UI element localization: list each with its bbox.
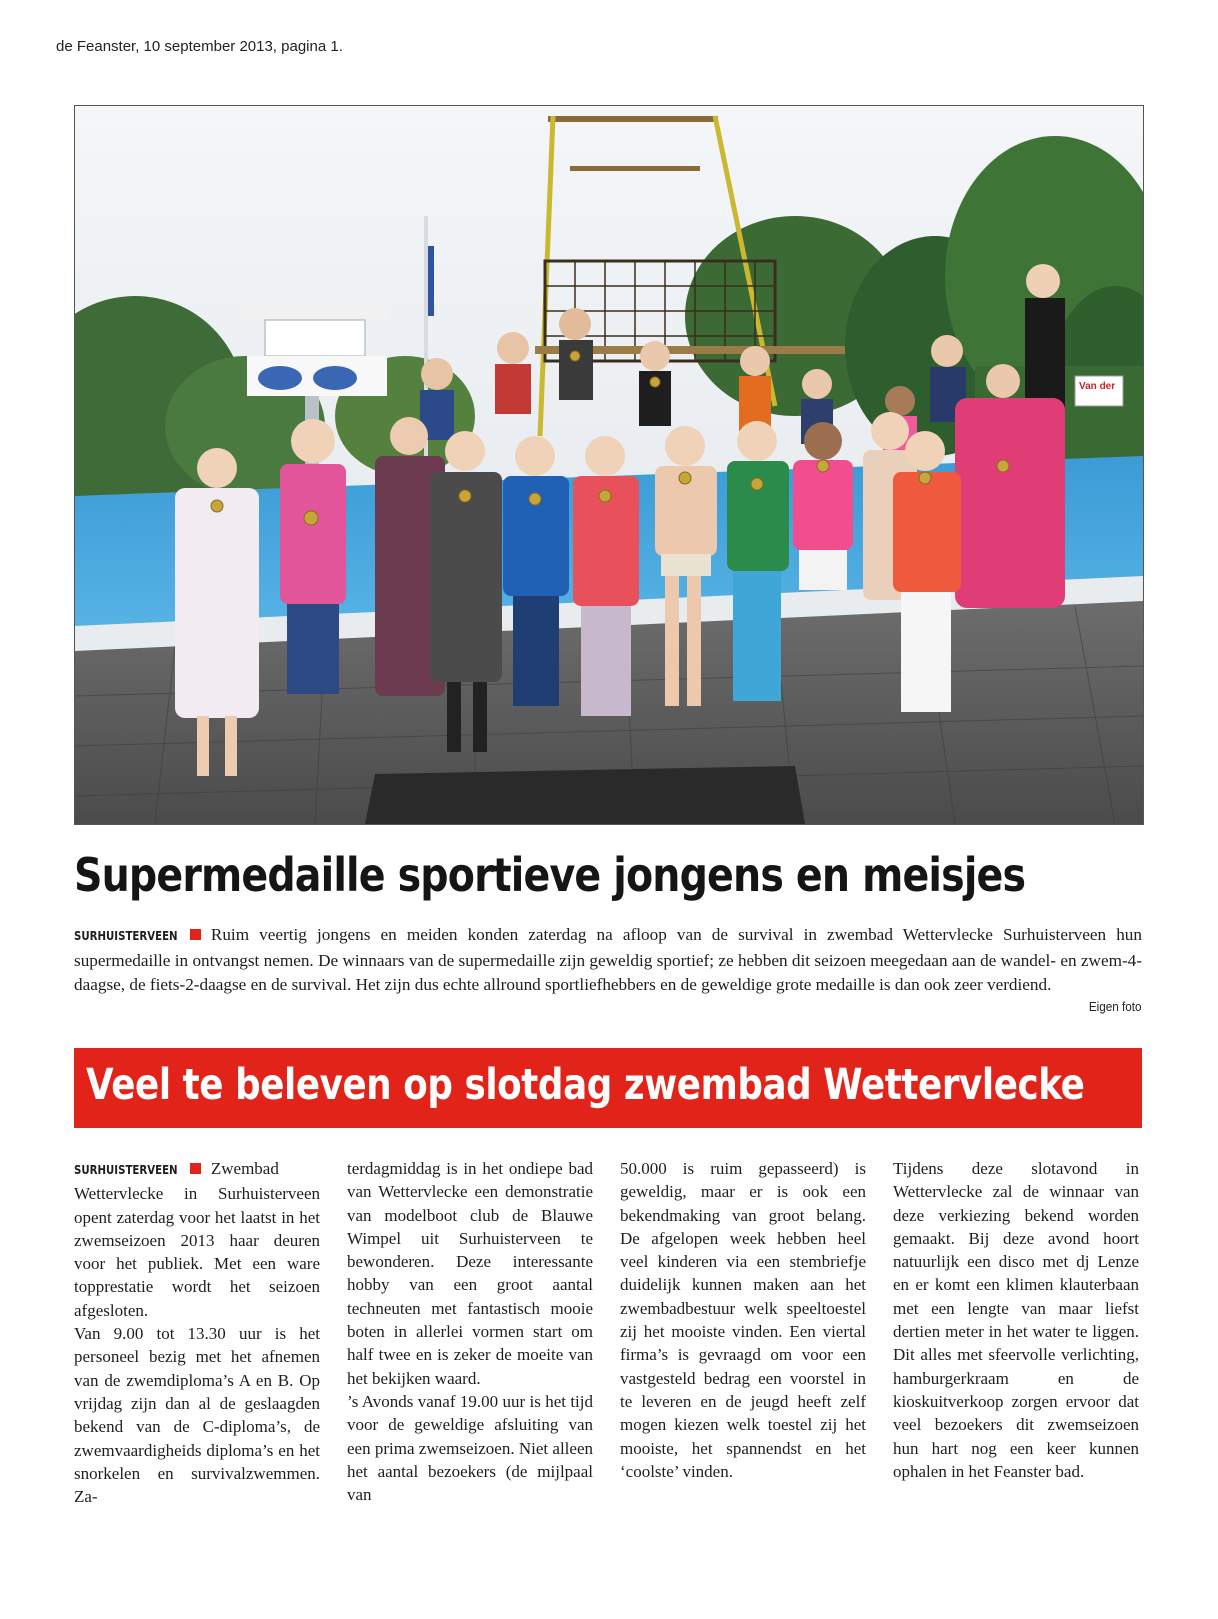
paragraph: 50.000 is ruim gepasseerd) is geweldig, maar er is ook een bekendmaking van groot belang. De afgelopen week hebben heel veel kinderen via een stembriefje duidelijk kunnen maken aan het zwembadbestuur welk speeltoestel zij het mooiste vinden. Een viertal firma’s is gevraagd om voor een vastgesteld bedrag een voorstel in te leveren en de jeugd heeft zelf mogen kiezen welk toestel zij het mooiste, het spannendst en het ‘coolste’ vinden.: [620, 1159, 866, 1481]
group-photo: [74, 105, 1144, 825]
caption-text: Ruim veertig jongens en meiden konden zaterdag na afloop van de survival in zwembad Wettervlecke Surhuisterveen hun supermedaille in ontvangst nemen. De winnaars van de supermedaille zijn geweldig sportief; ze hebben dit seizoen meegedaan aan de wandel- en zwem-4-daagse, de fiets-2-daagse en de survival. Het zijn dus echte allround sportliefhebbers en de geweldige grote medaille is dan ook zeer verdiend.: [74, 925, 1142, 994]
paragraph: ’s Avonds vanaf 19.00 uur is het tijd voor de geweldige afsluiting van een prima zwemseizoen. Niet alleen het aantal bezoekers (de mijlpaal van: [347, 1391, 593, 1505]
paragraph: terdagmiddag is in het ondiepe bad van Wettervlecke een demonstratie van modelboot club de Blauwe Wimpel uit Surhuisterveen te bewonderen. Deze interessante hobby van een groot aantal techneuten met fantastisch mooie boten in allerlei vormen start om half twee en is zeker de moeite van het bekijken waard.: [347, 1159, 593, 1388]
article-headline: Supermedaille sportieve jongens en meisjes: [74, 848, 1026, 902]
paragraph: [74, 1157, 320, 1322]
paragraph-text: Zwembad Wettervlecke in Surhuisterveen opent zaterdag voor het laatst in het zwemseizoen 2013 haar deuren voor het publiek. Met een ware topprestatie wordt het seizoen afgesloten.: [74, 1159, 320, 1320]
dateline: SURHUISTERVEEN: [74, 1163, 178, 1177]
column-2: [347, 1157, 593, 1506]
bullet-square-icon: [190, 929, 201, 940]
article-banner: [74, 1048, 1142, 1128]
paragraph: Tijdens deze slotavond in Wettervlecke zal de winnaar van deze verkiezing bekend worden gemaakt. Bij deze avond hoort natuurlijk een disco met dj Lenze en er komt een klimen klauterbaan met een lengte van maar liefst dertien meter in het water te liggen. Dit alles met sfeervolle verlichting, hamburgerkraam en de kioskuitverkoop zorgen ervoor dat veel bezoekers dit zwemseizoen hun hart nog een keer kunnen ophalen in het Feanster bad.: [893, 1159, 1139, 1481]
column-1: [74, 1157, 320, 1508]
paragraph: Van 9.00 tot 13.30 uur is het personeel bezig met het afnemen van de zwemdiploma’s A en B. Op vrijdag zijn dan al de geslaagden bekend van de C-diploma’s, de zwemvaardigheids diploma’s en het snorkelen en survivalzwemmen. Za-: [74, 1324, 320, 1507]
photo-illustration: [75, 106, 1143, 824]
banner-headline: Veel te beleven op slotdag zwembad Wettervlecke: [86, 1060, 1085, 1110]
column-3: [620, 1157, 866, 1483]
pool-banner-text: Van der: [1079, 381, 1116, 392]
photo-credit: Eigen foto: [1089, 999, 1142, 1014]
bullet-square-icon: [190, 1163, 201, 1174]
article-body: [74, 1157, 1142, 1557]
column-4: [893, 1157, 1139, 1483]
publication-line: de Feanster, 10 september 2013, pagina 1.: [56, 38, 343, 55]
dateline: SURHUISTERVEEN: [74, 929, 178, 943]
photo-caption: [74, 923, 1142, 998]
